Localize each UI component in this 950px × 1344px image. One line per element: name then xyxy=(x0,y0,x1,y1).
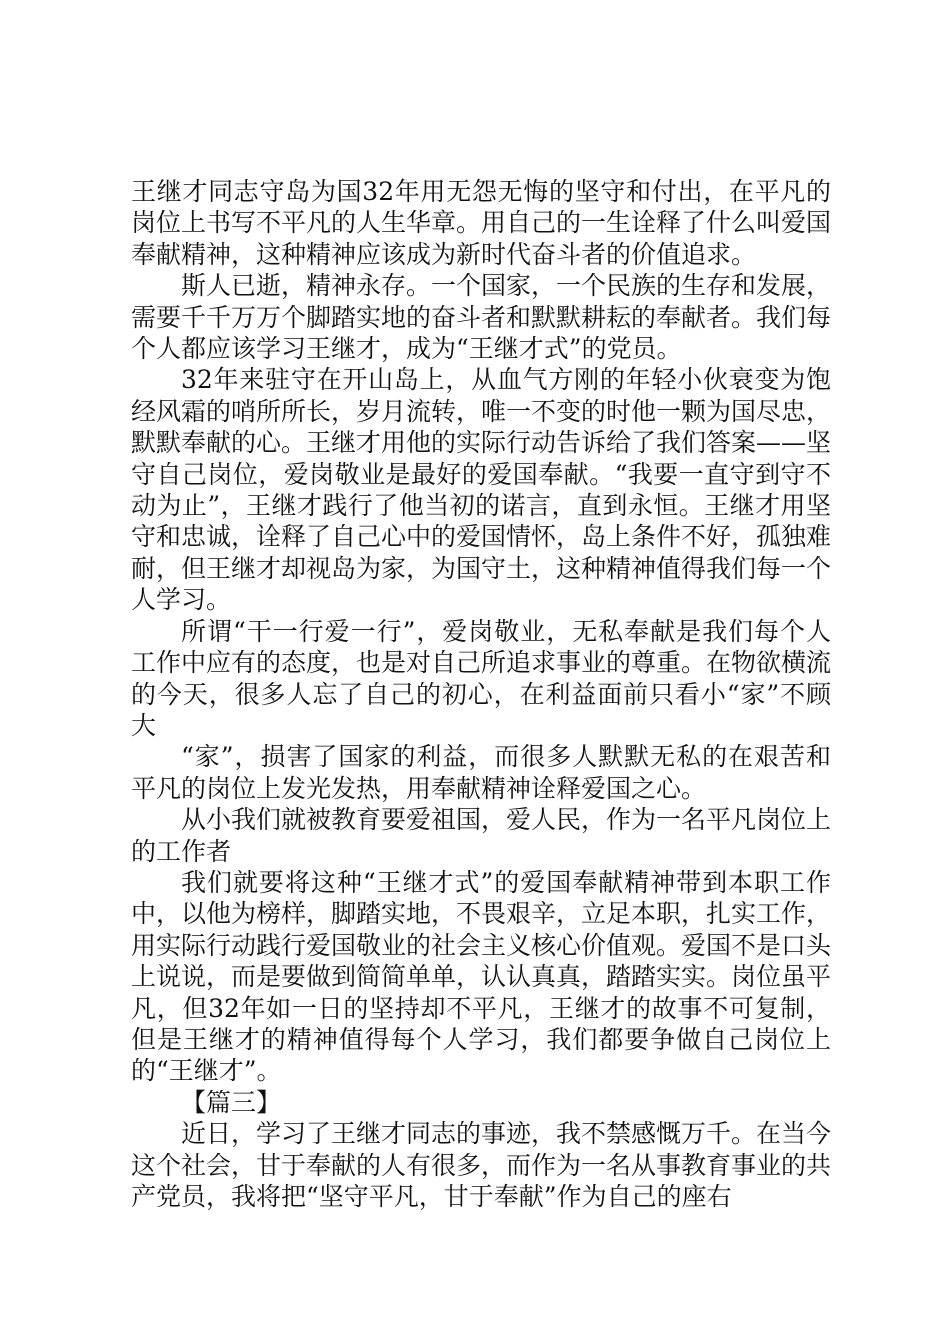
paragraph-7: 我们就要将这种“王继才式”的爱国奉献精神带到本职工作中，以他为榜样，脚踏实地，不畏艰辛，立足本职，扎实工作，用实际行动践行爱国敬业的社会主义核心价值观。爱国不是口头上说说，而是要做到简简单单，认认真真，踏踏实实。岗位虽平凡，但32年如一日的坚持却不平凡，王继才的故事不可复制，但是王继才的精神值得每个人学习，我们都要争做自己岗位上的“王继才”。 xyxy=(131,867,832,1086)
paragraph-6: 从小我们就被教育要爱祖国，爱人民，作为一名平凡岗位上的工作者 xyxy=(131,805,832,866)
paragraph-2: 斯人已逝，精神永存。一个国家，一个民族的生存和发展，需要千千万万个脚踏实地的奋斗者和默默耕耘的奉献者。我们每个人都应该学习王继才，成为“王继才式”的党员。 xyxy=(131,271,832,364)
paragraph-4: 所谓“干一行爱一行”，爱岗敬业，无私奉献是我们每个人工作中应有的态度，也是对自己所追求事业的尊重。在物欲横流的今天，很多人忘了自己的初心，在利益面前只看小“家”不顾大 xyxy=(131,616,832,740)
paragraph-3: 32年来驻守在开山岛上，从血气方刚的年轻小伙衰变为饱经风霜的哨所所长，岁月流转，唯一不变的时他一颗为国尽忠，默默奉献的心。王继才用他的实际行动告诉给了我们答案——坚守自己岗位，爱岗敬业是最好的爱国奉献。“我要一直守到守不动为止”，王继才践行了他当初的诺言，直到永恒。王继才用坚守和忠诚，诠释了自己心中的爱国情怀，岛上条件不好，孤独难耐，但王继才却视岛为家，为国守土，这种精神值得我们每一个人学习。 xyxy=(131,365,832,615)
section-heading: 【篇三】 xyxy=(181,1087,282,1117)
paragraph-5: “家”，损害了国家的利益，而很多人默默无私的在艰苦和平凡的岗位上发光发热，用奉献精神诠释爱国之心。 xyxy=(131,742,831,803)
paragraph-1: 王继才同志守岛为国32年用无怨无悔的坚守和付出，在平凡的岗位上书写不平凡的人生华章。用自己的一生诠释了什么叫爱国奉献精神，这种精神应该成为新时代奋斗者的价值追求。 xyxy=(131,177,832,269)
document-body xyxy=(131,176,831,1212)
paragraph-8: 近日，学习了王继才同志的事迹，我不禁感慨万千。在当今这个社会，甘于奉献的人有很多，而作为一名从事教育事业的共产党员，我将把“坚守平凡，甘于奉献”作为自己的座右 xyxy=(131,1119,832,1211)
